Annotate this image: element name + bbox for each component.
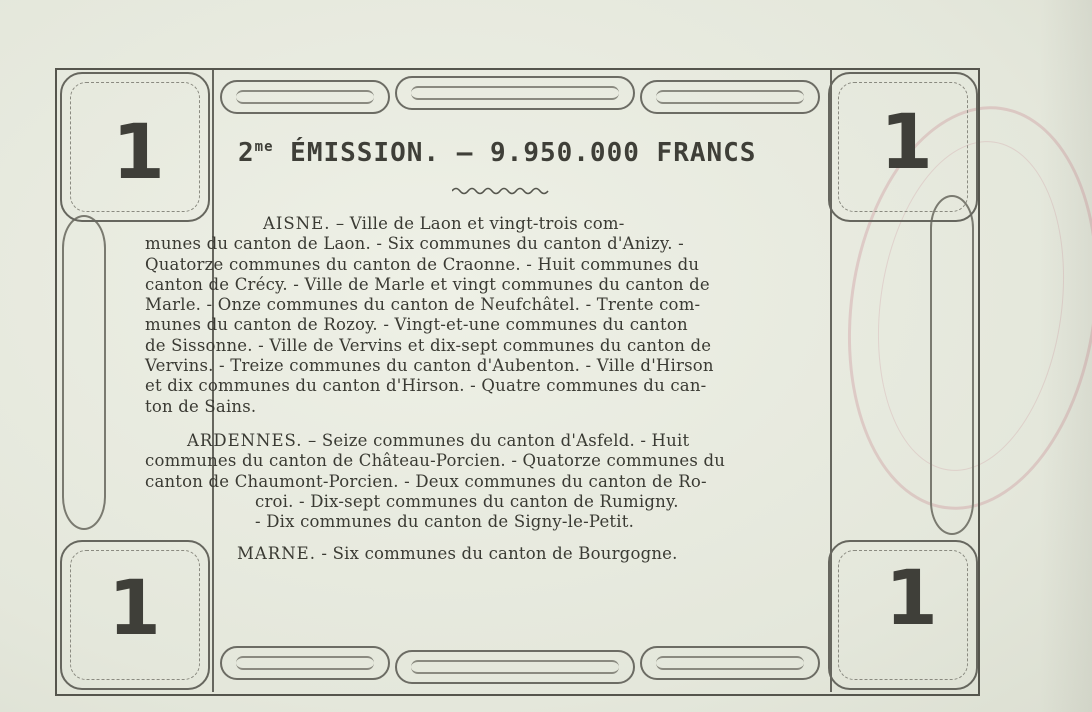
bottom-scroll-ornament-right <box>640 646 820 680</box>
right-side-scroll-ornament <box>930 195 974 535</box>
emission-heading <box>238 138 798 168</box>
aisne-line-2: munes du canton de Laon. - Six communes du canton d'Anizy. - <box>145 234 684 254</box>
dept-aisne: AISNE. <box>263 214 331 233</box>
top-scroll-ornament-center <box>395 76 635 110</box>
ardennes-line-5: - Dix communes du canton de Signy-le-Petit. <box>255 512 635 532</box>
ardennes-line-3: canton de Chaumont-Porcien. - Deux communes du canton de Ro- <box>145 471 707 491</box>
heading-squiggle-ornament <box>452 186 550 196</box>
aisne-line-7: de Sissonne. - Ville de Vervins et dix-sept communes du canton de <box>145 335 712 355</box>
bottom-scroll-ornament-center <box>395 650 635 684</box>
bottom-scroll-ornament-left <box>220 646 390 680</box>
dept-ardennes: ARDENNES. <box>187 430 303 450</box>
aisne-line-8: Vervins. - Treize communes du canton d'Aubenton. - Ville d'Hirson <box>145 356 714 376</box>
top-scroll-ornament-right <box>640 80 820 114</box>
aisne-line-4: canton de Crécy. - Ville de Marle et vingt communes du canton de <box>145 274 710 294</box>
communes-list <box>145 214 897 565</box>
aisne-line-9: et dix communes du canton d'Hirson. - Quatre communes du can- <box>145 376 707 396</box>
marne-line-1: MARNE. - Six communes du canton de Bourgogne. <box>237 544 678 564</box>
ardennes-line-1: ARDENNES. – Seize communes du canton d'Asfeld. - Huit <box>187 430 690 450</box>
denomination-top-right: 1 <box>880 97 933 186</box>
aisne-line-1: AISNE. – Ville de Laon et vingt-trois com- <box>263 214 625 233</box>
aisne-line-6: munes du canton de Rozoy. - Vingt-et-une communes du canton <box>145 315 688 335</box>
aisne-line-10: ton de Sains. <box>145 396 257 416</box>
aisne-line-5: Marle. - Onze communes du canton de Neufchâtel. - Trente com- <box>145 295 701 315</box>
left-side-scroll-ornament <box>62 215 106 530</box>
top-scroll-ornament-left <box>220 80 390 114</box>
denomination-bottom-left: 1 <box>108 563 161 652</box>
heading-number: 2 <box>238 138 255 168</box>
ardennes-line-2: communes du canton de Château-Porcien. - Quatorze communes du <box>145 451 726 471</box>
dept-marne: MARNE. <box>237 544 316 564</box>
denomination-top-left: 1 <box>112 107 165 196</box>
heading-text: ÉMISSION. – 9.950.000 FRANCS <box>273 138 757 168</box>
heading-superscript: me <box>254 139 274 155</box>
ardennes-line-4: croi. - Dix-sept communes du canton de Rumigny. <box>255 491 679 511</box>
aisne-line-3: Quatorze communes du canton de Craonne. - Huit communes du <box>145 254 700 274</box>
denomination-bottom-right: 1 <box>885 553 938 642</box>
